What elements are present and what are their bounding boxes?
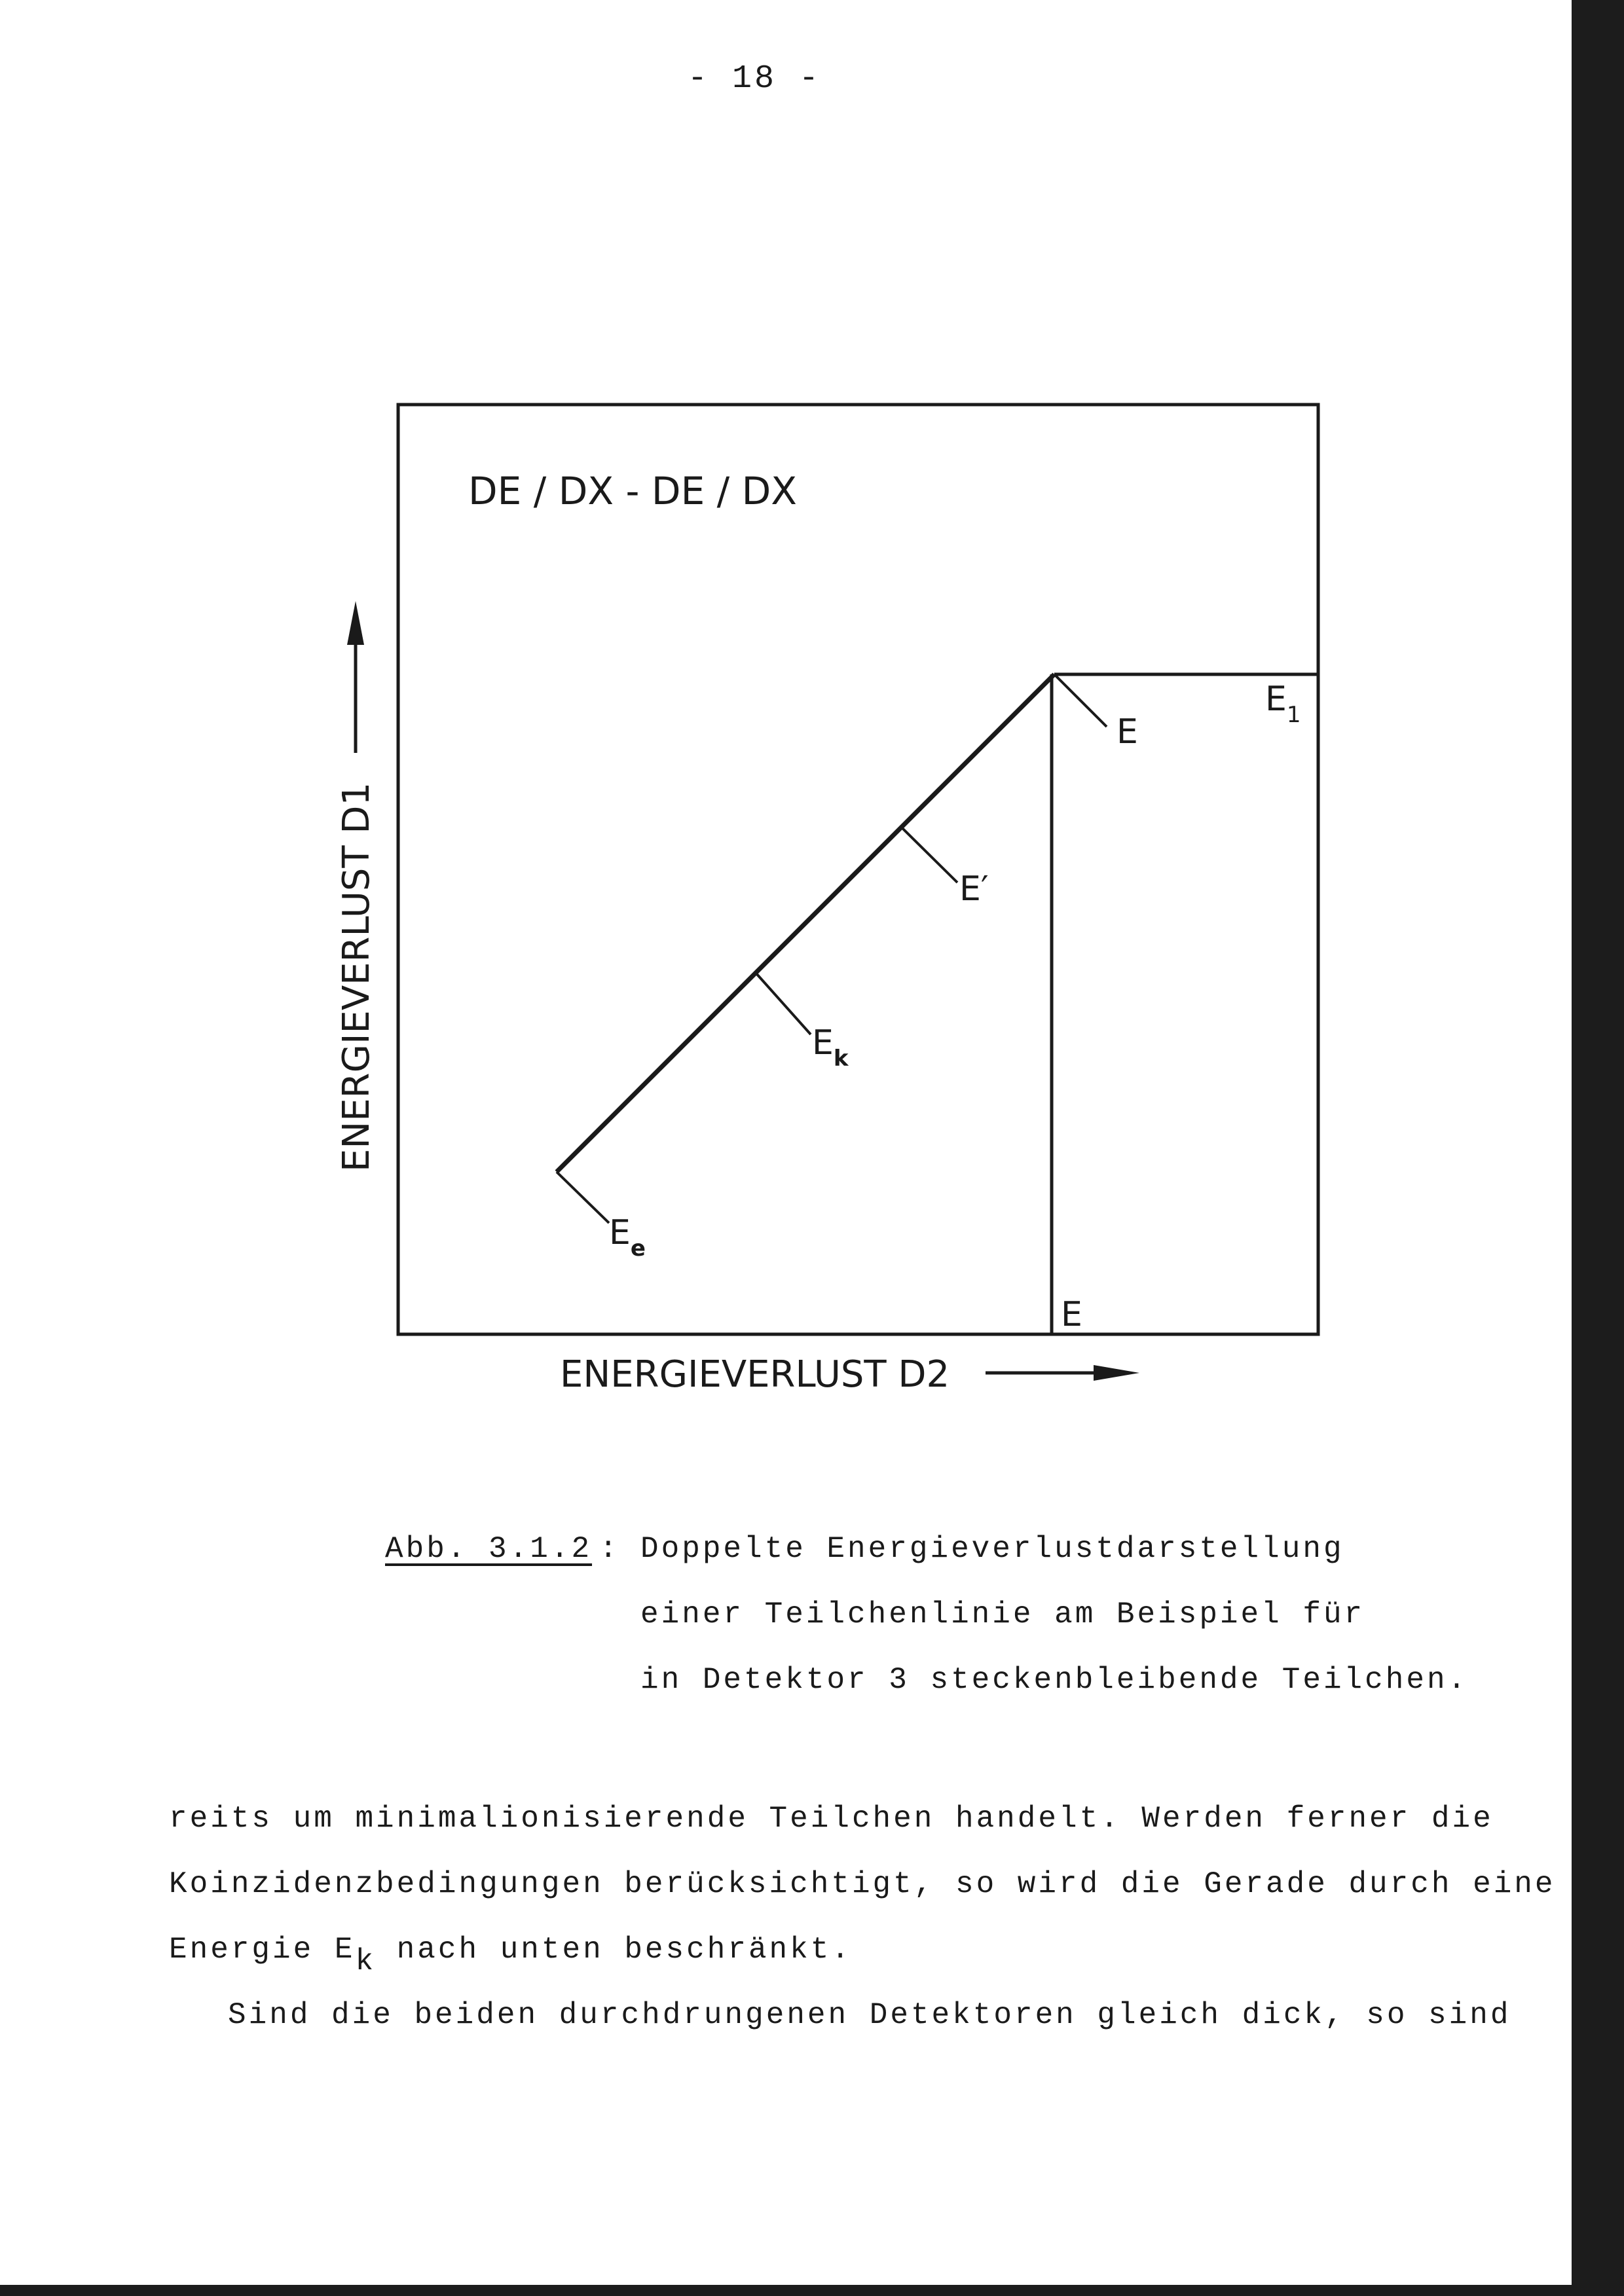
body-line-4: Sind die beiden durchdrungenen Detektoren gleich dick, so sind: [228, 1998, 1511, 2032]
label-ek: $E_k$: [812, 1023, 849, 1072]
caption-line-3: in Detektor 3 steckenbleibende Teilchen.: [640, 1663, 1469, 1697]
label-eprime: E′: [959, 869, 989, 909]
body-line-2: Koinzidenzbedingungen berücksichtigt, so wird die Gerade durch eine: [169, 1867, 1556, 1901]
caption-label: Abb. 3.1.2: [385, 1532, 593, 1566]
particle-line: [557, 674, 1054, 1172]
y-axis-arrowhead: [347, 601, 364, 645]
label-e-bottom: E: [1061, 1295, 1082, 1334]
x-axis-label: ENERGIEVERLUST D2: [560, 1353, 950, 1396]
tick-ek: [756, 974, 811, 1034]
plot-title: DE / DX - DE / DX: [468, 469, 798, 513]
label-e1: $E_1$: [1265, 680, 1301, 728]
label-ee: $E_e$: [609, 1213, 646, 1262]
body-line-3: Energie $E_k$ nach unten beschränkt.: [169, 1933, 852, 1978]
x-axis-arrowhead: [1094, 1365, 1139, 1381]
caption-line-2: einer Teilchenlinie am Beispiel für: [640, 1597, 1365, 1631]
body-line-1: reits um minimalionisierende Teilchen handelt. Werden ferner die: [169, 1802, 1494, 1836]
tick-eprime: [902, 828, 957, 883]
label-e-top: E: [1116, 712, 1138, 752]
y-axis-label: ENERGIEVERLUST D1: [335, 782, 378, 1172]
caption-line-1: Doppelte Energieverlustdarstellung: [640, 1532, 1344, 1566]
tick-e-top: [1054, 674, 1107, 727]
caption-colon: :: [599, 1532, 620, 1566]
page-number: - 18 -: [688, 60, 822, 98]
tick-ee: [557, 1172, 609, 1223]
